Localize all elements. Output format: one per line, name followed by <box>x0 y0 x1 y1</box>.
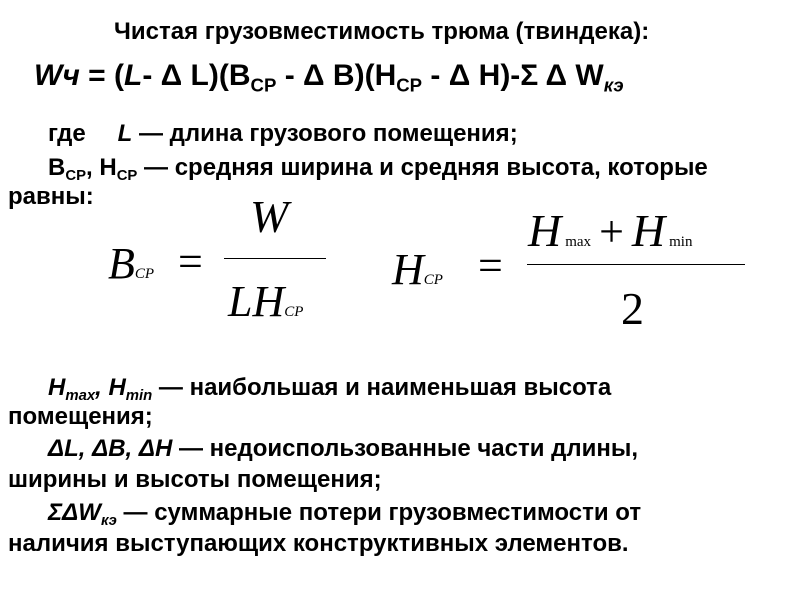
def-bh-continued: равны: <box>8 183 94 210</box>
slide-title: Чистая грузовместимость трюма (твиндека): <box>114 18 650 45</box>
formula-dh: - Δ H)-Σ Δ W <box>422 59 604 92</box>
formula-b-eq: = <box>178 237 203 286</box>
formula-h-plus: + <box>599 207 624 256</box>
note-deltas-continued: ширины и высоты помещения; <box>8 466 382 493</box>
formula-b-lhs-sub: CP <box>134 266 155 282</box>
note-sum-sub: кэ <box>100 513 117 530</box>
formula-db: - Δ B)(H <box>276 59 397 92</box>
formula-h-num-h2: H <box>631 205 666 256</box>
formula-h-num-sub-min: min <box>669 234 693 250</box>
note-sum-symbol: ΣΔW <box>48 499 101 526</box>
formula-b-fraction-bar <box>224 258 326 259</box>
def-b-sub: CP <box>65 168 87 185</box>
formula-h-fraction-bar <box>527 264 745 265</box>
where-label: где <box>48 120 86 147</box>
formula-b-den-sub: CP <box>284 304 304 320</box>
formula-eq: = ( <box>79 59 124 92</box>
formula-b-denominator <box>228 276 303 327</box>
note-deltas <box>48 435 638 463</box>
note-hmin-sub: min <box>125 388 153 405</box>
formula-h-lhs <box>392 244 443 295</box>
note-hmin-symbol: , H <box>95 374 126 401</box>
note-sum <box>48 499 642 530</box>
formula-h-num-sub-max: max <box>565 234 592 250</box>
def-h-sub: CP <box>116 168 138 185</box>
formula-b-den-symbol: LH <box>228 277 285 326</box>
def-b-symbol: B <box>48 154 66 181</box>
note-h-desc: — наибольшая и наименьшая высота <box>152 374 612 401</box>
formula-b-lhs <box>108 238 154 289</box>
def-comma-h: , H <box>86 154 117 181</box>
formula-w: Wч <box>34 59 80 92</box>
formula-sub-ke: кэ <box>603 74 624 96</box>
formula-h-num-h1: H <box>528 205 562 256</box>
def-l-desc: — длина грузового помещения; <box>132 120 518 147</box>
note-sum-continued: наличия выступающих конструктивных элементов. <box>8 530 629 557</box>
note-deltas-symbols: ΔL, ΔB, ΔH <box>48 435 173 462</box>
note-hmax-hmin <box>48 374 612 405</box>
formula-dl: - Δ L)(B <box>142 59 251 92</box>
def-l-symbol: L <box>117 120 133 147</box>
note-sum-desc: — суммарные потери грузовместимости от <box>116 499 642 526</box>
formula-sub-cp2: CP <box>396 74 423 96</box>
formula-l: L <box>124 59 143 92</box>
formula-h-lhs-sub: CP <box>423 272 443 288</box>
formula-h-denominator: 2 <box>621 283 644 334</box>
note-deltas-desc: — недоиспользованные части длины, <box>172 435 639 462</box>
note-hmax-sub: max <box>65 388 96 405</box>
formula-h-numerator <box>528 204 692 257</box>
formula-sub-cp1: CP <box>250 74 277 96</box>
def-line-bh <box>48 154 708 185</box>
def-bh-desc: — средняя ширина и средняя высота, которые <box>137 154 708 181</box>
formula-b-lhs-symbol: B <box>108 239 135 288</box>
formula-h-lhs-symbol: H <box>392 245 424 294</box>
formula-b-numerator: W <box>250 191 289 242</box>
note-hmax-symbol: H <box>48 374 66 401</box>
main-formula <box>34 59 624 96</box>
def-line-l <box>48 120 518 148</box>
formula-h-eq: = <box>478 241 503 290</box>
note-h-continued: помещения; <box>8 403 153 430</box>
